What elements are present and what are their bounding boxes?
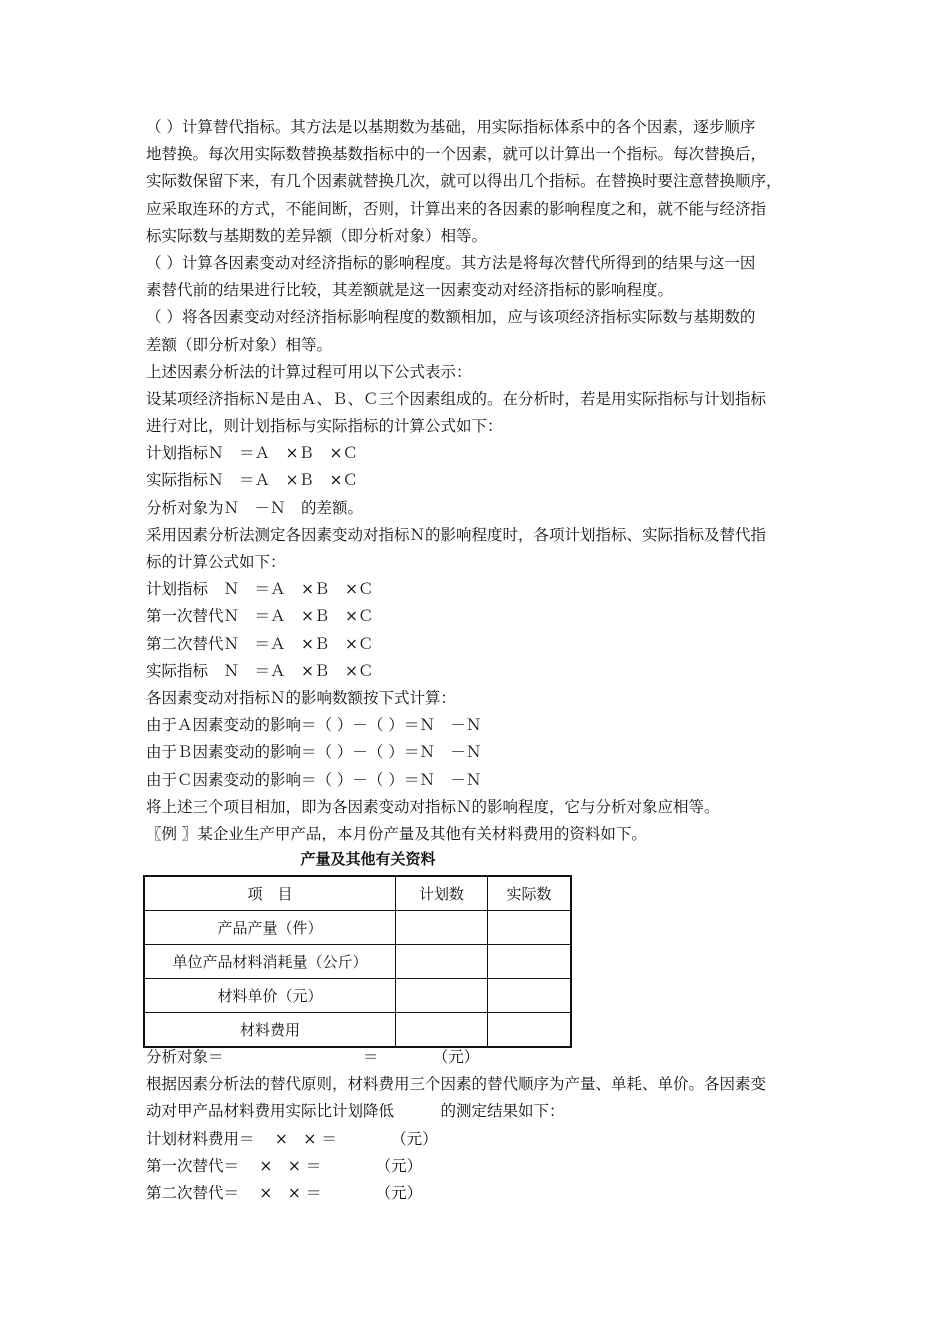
table-header-row — [144, 876, 571, 911]
table-cell — [396, 1013, 488, 1048]
body-text — [146, 114, 812, 848]
text-line: 各因素变动对指标Ｎ的影响数额按下式计算： — [146, 688, 457, 707]
formula-line: 由于Ａ因素变动的影响＝（ ）－（ ）＝Ｎ －Ｎ — [146, 716, 482, 735]
table-cell: 材料费用 — [144, 1013, 396, 1048]
table-cell — [488, 945, 572, 979]
formula-line: 计划指标Ｎ ＝Ａ ×Ｂ ×Ｃ — [146, 444, 358, 463]
table-cell: 单位产品材料消耗量（公斤） — [144, 945, 396, 979]
text-line: 分析对象为Ｎ －Ｎ 的差额。 — [146, 498, 364, 517]
formula-line: 分析对象＝ ＝ （元） — [146, 1048, 480, 1066]
text-line: 上述因素分析法的计算过程可用以下公式表示： — [146, 362, 472, 381]
table-row — [144, 979, 571, 1013]
text-line: 地替换。每次用实际数替换基数指标中的一个因素，就可以计算出一个指标。每次替换后， — [146, 145, 767, 164]
data-table — [143, 875, 572, 1048]
table-cell — [488, 979, 572, 1013]
table-cell: 材料单价（元） — [144, 979, 396, 1013]
text-line: （ ）计算各因素变动对经济指标的影响程度。其方法是将每次替代所得到的结果与这一因 — [146, 253, 756, 272]
text-line: 进行对比，则计划指标与实际指标的计算公式如下： — [146, 417, 503, 436]
text-line: 采用因素分析法测定各因素变动对指标Ｎ的影响程度时，各项计划指标、实际指标及替代指 — [146, 525, 767, 544]
after-table-text — [146, 1044, 812, 1207]
formula-line: 由于Ｃ因素变动的影响＝（ ）－（ ）＝Ｎ －Ｎ — [146, 770, 482, 789]
table-cell — [396, 945, 488, 979]
text-line: 实际数保留下来，有几个因素就替换几次，就可以得出几个指标。在替换时要注意替换顺序， — [146, 172, 782, 191]
text-line: 〖例 〗某企业生产甲产品，本月份产量及其他有关材料费用的资料如下。 — [146, 824, 647, 843]
table-row — [144, 945, 571, 979]
text-line: 设某项经济指标Ｎ是由Ａ、Ｂ、Ｃ三个因素组成的。在分析时，若是用实际指标与计划指标 — [146, 389, 767, 408]
formula-line: 第二次替代Ｎ ＝Ａ ×Ｂ ×Ｃ — [146, 634, 374, 653]
text-line: 差额（即分析对象）相等。 — [146, 335, 333, 354]
table-cell: 产品产量（件） — [144, 911, 396, 945]
text-line: 标的计算公式如下： — [146, 553, 286, 571]
text-line: 根据因素分析法的替代原则，材料费用三个因素的替代顺序为产量、单耗、单价。各因素变 — [146, 1075, 767, 1094]
formula-line: 计划材料费用＝ × × ＝ （元） — [146, 1129, 438, 1148]
table-cell — [488, 1013, 572, 1048]
table-cell — [488, 911, 572, 945]
text-line: 动对甲产品材料费用实际比计划降低 的测定结果如下： — [146, 1102, 565, 1121]
table-header-cell: 实际数 — [488, 876, 572, 911]
formula-line: 第一次替代＝ × × ＝ （元） — [146, 1156, 423, 1175]
formula-line: 第二次替代＝ × × ＝ （元） — [146, 1183, 423, 1202]
formula-line: 由于Ｂ因素变动的影响＝（ ）－（ ）＝Ｎ －Ｎ — [146, 743, 482, 762]
table-title: 产量及其他有关资料 — [300, 850, 436, 868]
text-line: 将上述三个项目相加，即为各因素变动对指标Ｎ的影响程度，它与分析对象应相等。 — [146, 797, 720, 816]
text-line: （ ）计算替代指标。其方法是以基期数为基础，用实际指标体系中的各个因素，逐步顺序 — [146, 118, 756, 136]
text-line: （ ）将各因素变动对经济指标影响程度的数额相加，应与该项经济指标实际数与基期数的 — [146, 308, 756, 327]
formula-line: 实际指标 Ｎ ＝Ａ ×Ｂ ×Ｃ — [146, 661, 374, 680]
formula-line: 计划指标 Ｎ ＝Ａ ×Ｂ ×Ｃ — [146, 580, 374, 599]
table-row — [144, 1013, 571, 1048]
formula-line: 实际指标Ｎ ＝Ａ ×Ｂ ×Ｃ — [146, 471, 358, 490]
table-row — [144, 911, 571, 945]
table-cell — [396, 979, 488, 1013]
formula-line: 第一次替代Ｎ ＝Ａ ×Ｂ ×Ｃ — [146, 607, 374, 626]
table-header-cell: 计划数 — [396, 876, 488, 911]
table-header-cell: 项 目 — [144, 876, 396, 911]
text-line: 应采取连环的方式，不能间断，否则，计算出来的各因素的影响程度之和，就不能与经济指 — [146, 199, 767, 218]
text-line: 素替代前的结果进行比较，其差额就是这一因素变动对经济指标的影响程度。 — [146, 281, 674, 300]
table-cell — [396, 911, 488, 945]
text-line: 标实际数与基期数的差异额（即分析对象）相等。 — [146, 226, 488, 245]
